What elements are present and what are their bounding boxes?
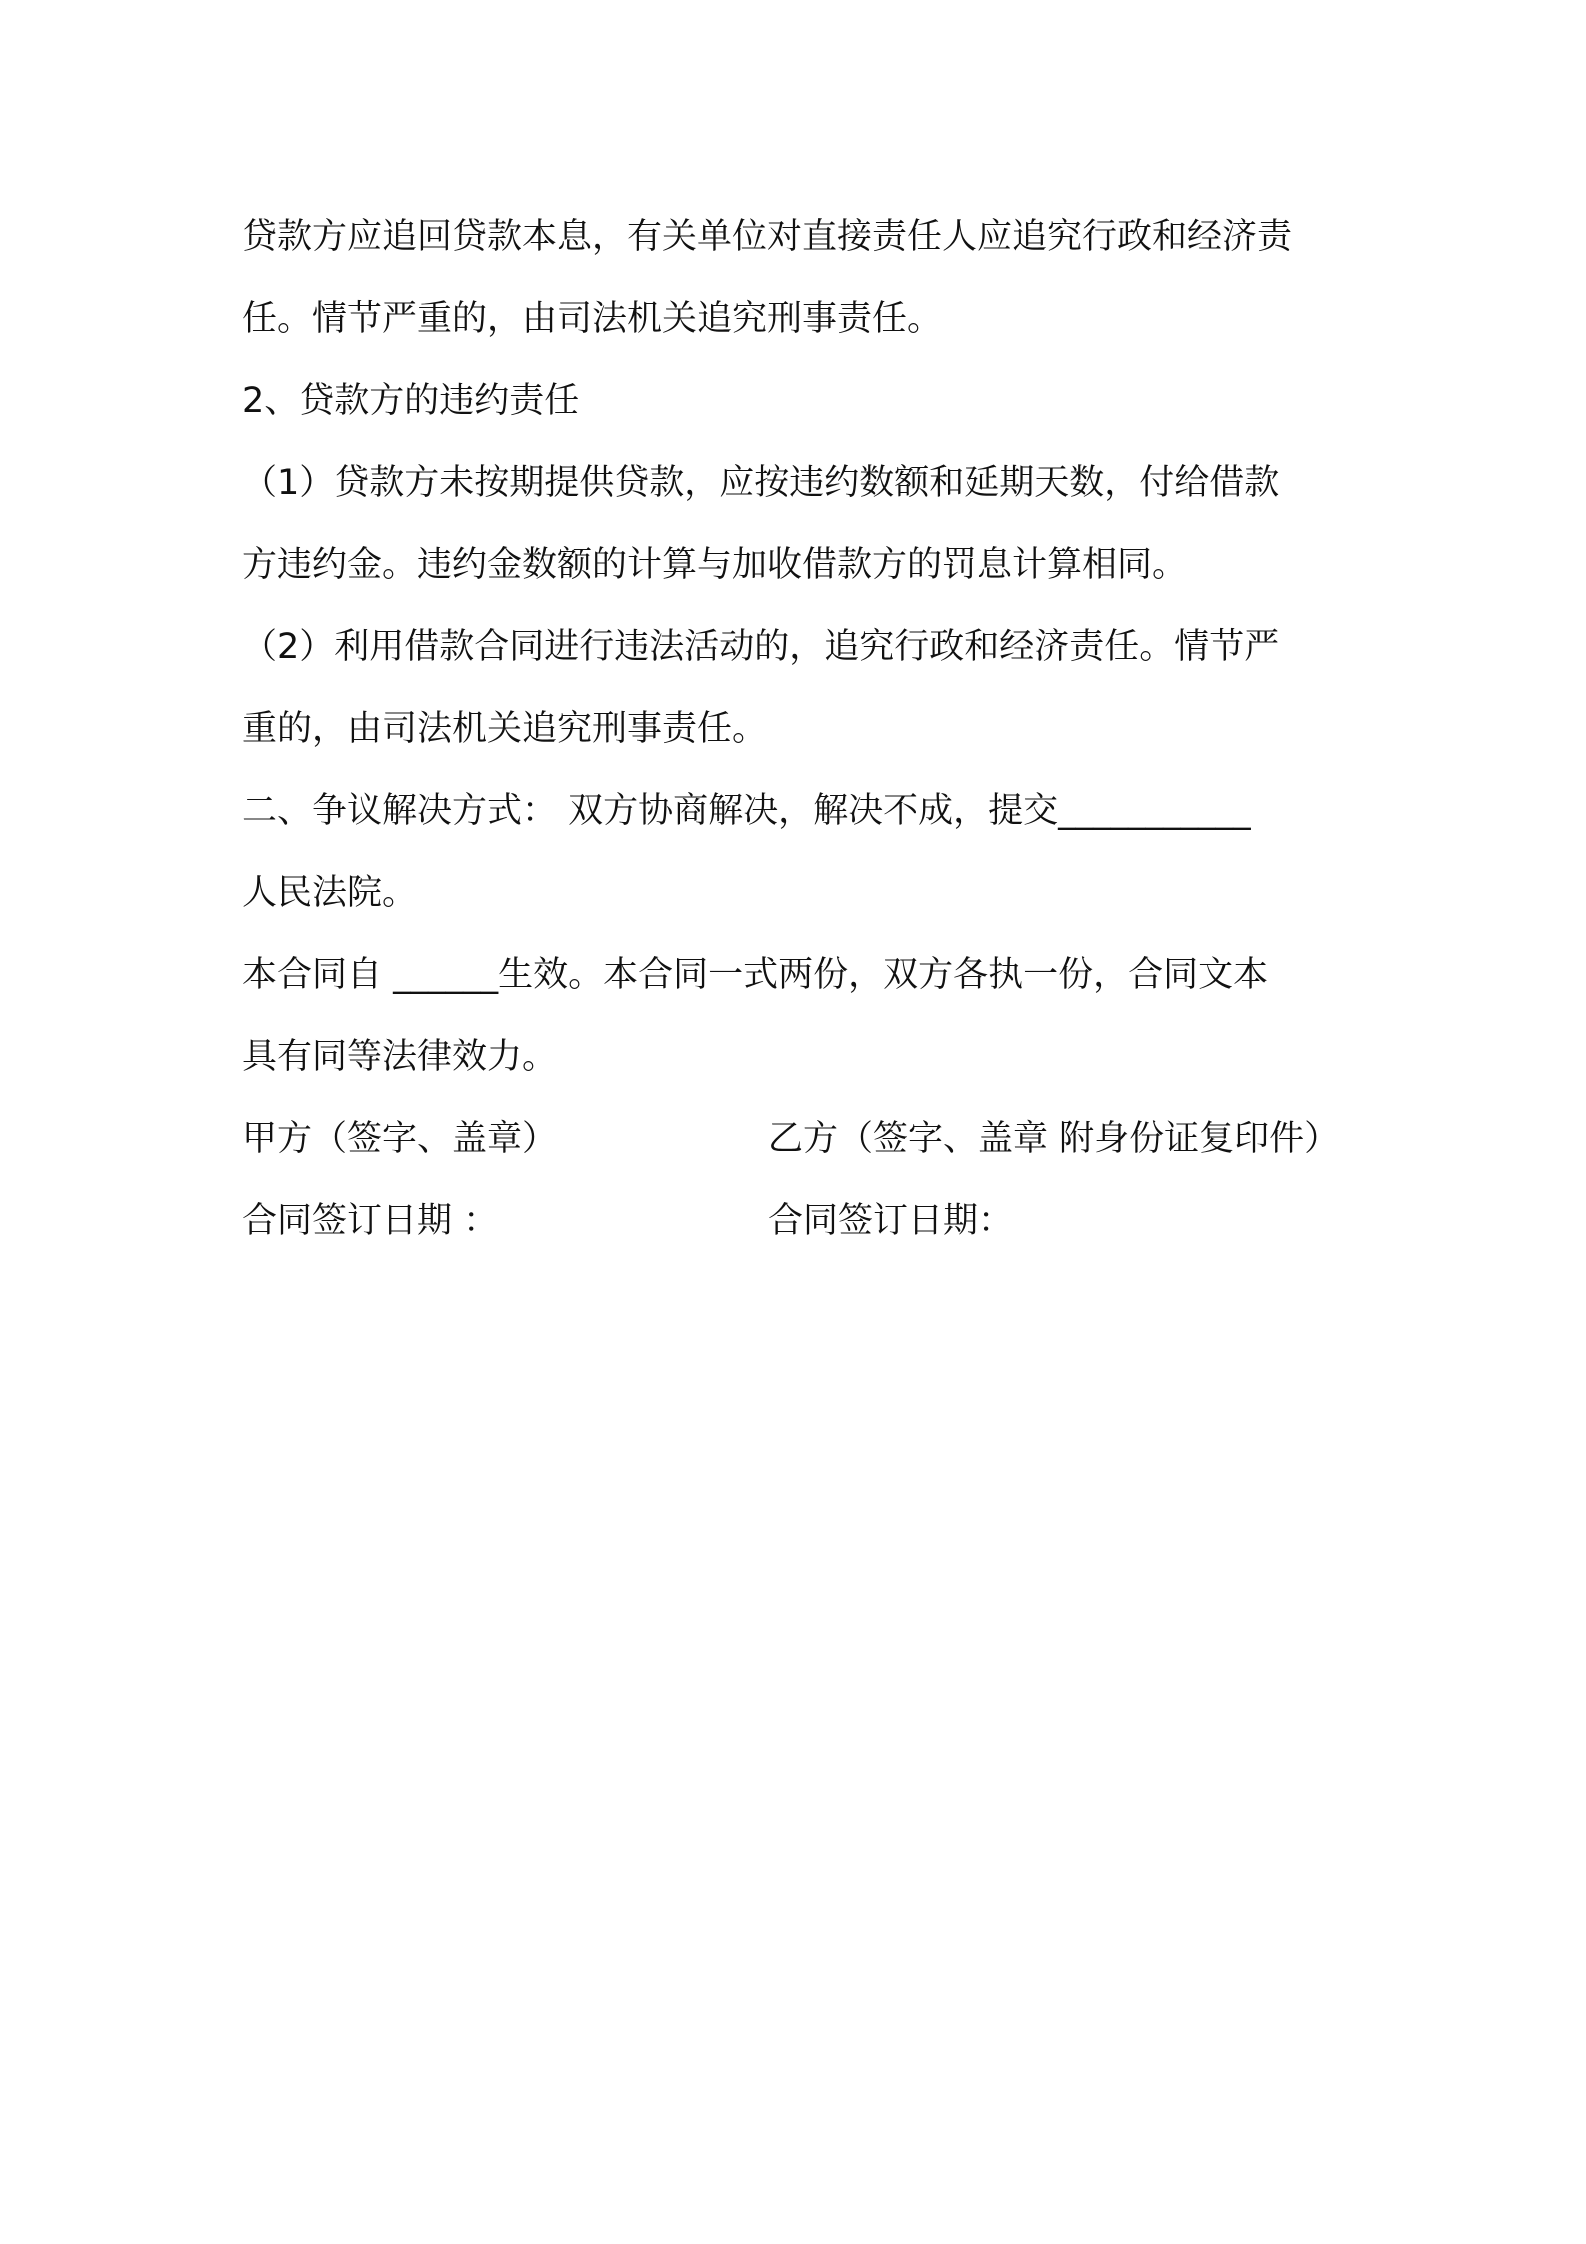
dispute-resolution-line: 二、争议解决方式： 双方协商解决，解决不成，提交___________: [242, 791, 1251, 831]
paragraph-line: 贷款方应追回贷款本息，有关单位对直接责任人应追究行政和经济责: [242, 217, 1293, 257]
party-a-signature-label: 甲方（签字、盖章）: [242, 1119, 558, 1159]
document-body: [242, 196, 1362, 1262]
paragraph-line: 方违约金。违约金数额的计算与加收借款方的罚息计算相同。: [242, 545, 1188, 585]
signature-row: [242, 1098, 1362, 1180]
paragraph-line: 具有同等法律效力。: [242, 1037, 558, 1077]
paragraph-line: （2）利用借款合同进行违法活动的，追究行政和经济责任。情节严: [242, 627, 1280, 667]
effective-date-line: 本合同自 ______生效。本合同一式两份，双方各执一份，合同文本: [242, 955, 1269, 995]
party-b-signature-label: 乙方（签字、盖章 附身份证复印件）: [768, 1119, 1340, 1159]
party-a-signing-date-label: 合同签订日期 ：: [242, 1201, 499, 1241]
signing-date-row: [242, 1180, 1362, 1262]
paragraph-line: 任。情节严重的，由司法机关追究刑事责任。: [242, 299, 943, 339]
paragraph-line: 人民法院。: [242, 873, 418, 913]
paragraph-line: （1）贷款方未按期提供贷款，应按违约数额和延期天数，付给借款: [242, 463, 1280, 503]
party-b-signing-date-label: 合同签订日期：: [768, 1201, 1014, 1241]
paragraph-line: 重的，由司法机关追究刑事责任。: [242, 709, 768, 749]
section-heading: 2、贷款方的违约责任: [242, 381, 580, 421]
